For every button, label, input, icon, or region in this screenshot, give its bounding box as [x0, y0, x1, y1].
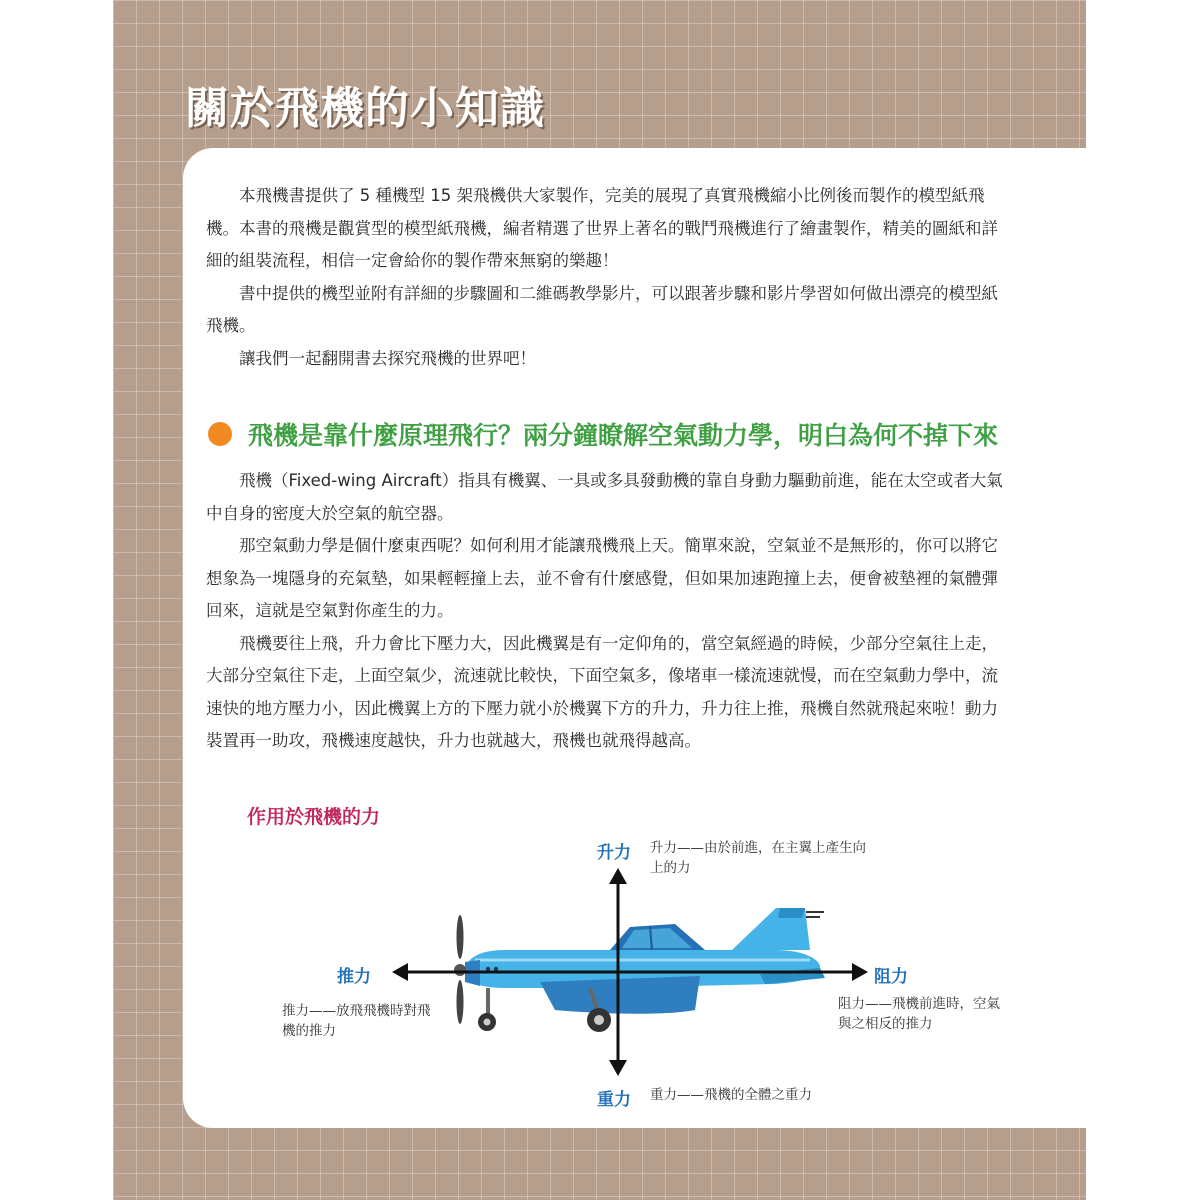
lift-description: 升力——由於前進，在主翼上產生向上的力 [650, 840, 866, 876]
gravity-description: 重力——飛機的全體之重力 [650, 1087, 812, 1103]
diagram-title: 作用於飛機的力 [247, 806, 381, 828]
bullet-dot-icon [208, 422, 232, 446]
aerodynamics-text [206, 465, 1006, 758]
intro-text [206, 180, 1006, 375]
intro-paragraph: 書中提供的機型並附有詳細的步驟圖和二維碼教學影片，可以跟著步驟和影片學習如何做出漂亮的模型紙飛機。 [206, 283, 998, 335]
thrust-description: 推力——放飛飛機時對飛機的推力 [282, 1003, 431, 1039]
force-arrows [392, 868, 868, 1076]
section-heading-text: 飛機是靠什麼原理飛行？兩分鐘瞭解空氣動力學，明白為何不掉下來 [248, 421, 999, 450]
aero-paragraph: 那空氣動力學是個什麼東西呢？如何利用才能讓飛機飛上天。簡單來說，空氣並不是無形的，你可以將它想象為一塊隱身的充氣墊，如果輕輕撞上去，並不會有什麼感覺，但如果加速跑撞上去，便會被墊裡的氣體彈回來，這就是空氣對你產生的力。 [206, 536, 998, 620]
forces-diagram [380, 862, 880, 1080]
section-heading [208, 412, 998, 456]
aero-paragraph: 飛機要往上飛，升力會比下壓力大，因此機翼是有一定仰角的，當空氣經過的時候，少部分空氣往上走，大部分空氣往下走，上面空氣少，流速就比較快，下面空氣多，像堵車一樣流速就慢，而在空氣動力學中，流速快的地方壓力小，因此機翼上方的下壓力就小於機翼下方的升力，升力往上推，飛機自然就飛起來啦！動力裝置再一助攻，飛機速度越快，升力也就越大，飛機也就飛得越高。 [206, 633, 998, 750]
thrust-label: 推力 [337, 967, 371, 987]
drag-description: 阻力——飛機前進時，空氣與之相反的推力 [838, 996, 1000, 1032]
intro-paragraph: 讓我們一起翻開書去探究飛機的世界吧！ [239, 348, 536, 368]
drag-label: 阻力 [874, 967, 908, 987]
intro-paragraph: 本飛機書提供了 5 種機型 15 架飛機供大家製作，完美的展現了真實飛機縮小比例後而製作的模型紙飛機。本書的飛機是觀賞型的模型紙飛機，編者精選了世界上著名的戰鬥飛機進行了繪畫製作，精美的圖紙和詳細的組裝流程，相信一定會給你的製作帶來無窮的樂趣！ [206, 186, 998, 270]
gravity-label: 重力 [597, 1090, 631, 1110]
aero-paragraph: 飛機（Fixed-wing Aircraft）指具有機翼、一具或多具發動機的靠自身動力驅動前進，能在太空或者大氣中自身的密度大於空氣的航空器。 [206, 471, 1003, 523]
lift-label: 升力 [597, 843, 631, 863]
airplane-illustration [454, 908, 825, 1032]
page-title: 關於飛機的小知識 [185, 83, 545, 134]
